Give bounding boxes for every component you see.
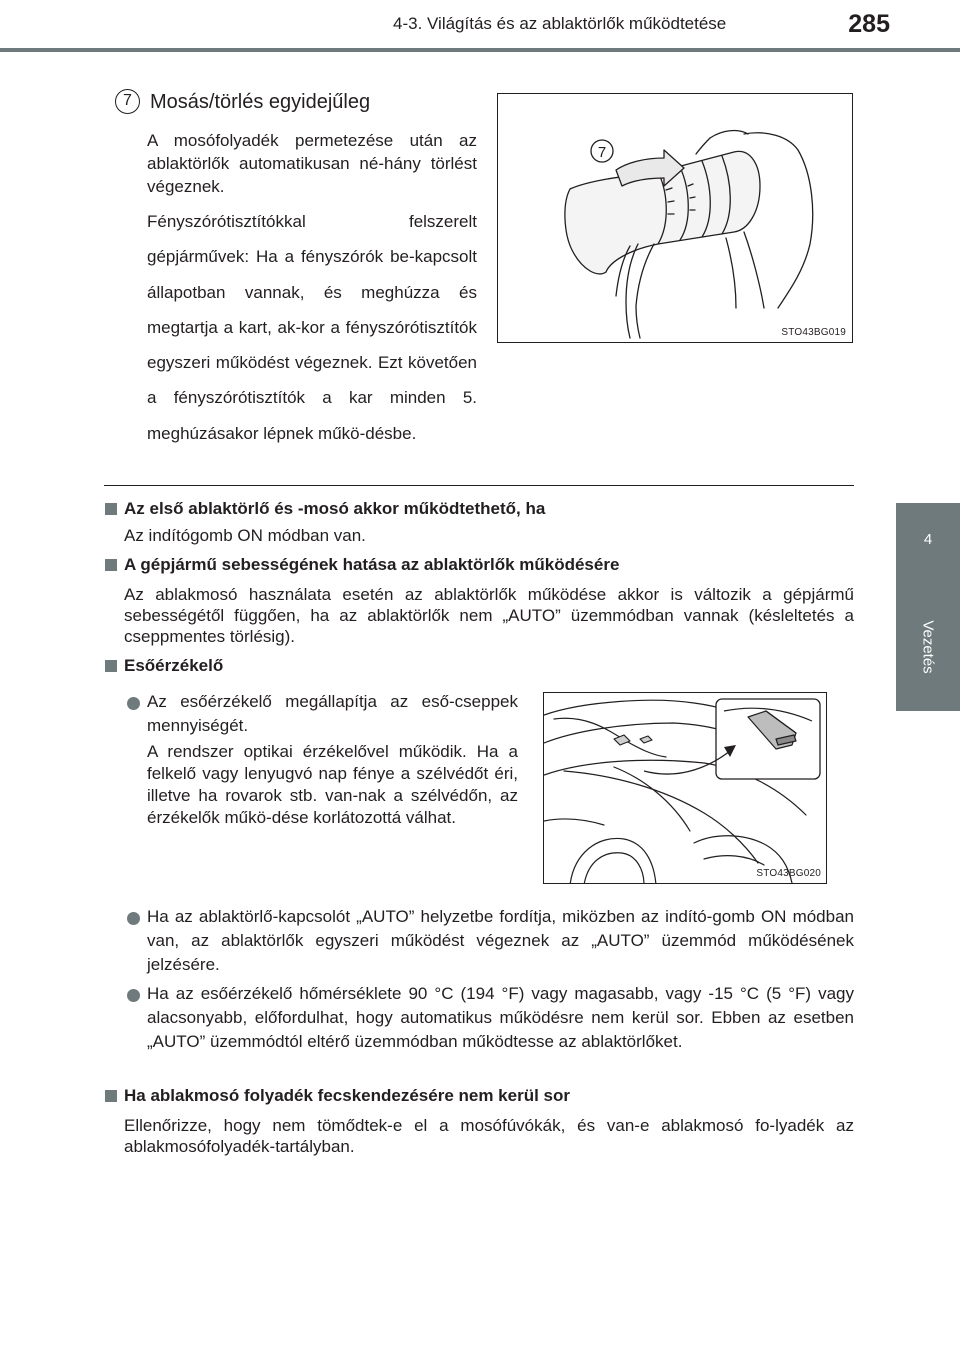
page-number: 285 (848, 10, 890, 38)
step-number-badge: 7 (115, 89, 140, 114)
section-marker-square (105, 660, 117, 672)
bullet-dot (127, 912, 140, 925)
step-paragraph-1: A mosófolyadék permetezése után az ablaktörlők automatikusan né-hány törlést végeznek. (147, 131, 477, 196)
section-marker-square (105, 1090, 117, 1102)
bullet-text: Ha az ablaktörlő-kapcsolót „AUTO” helyzetbe fordítja, miközben az indító-gomb ON módban van, az ablaktörlők egyszeri működést végeznek az „AUTO” üzemmód működésének jelzésére. (147, 907, 854, 974)
section-divider (104, 485, 854, 486)
section-heading: Az első ablaktörlő és -mosó akkor működtethető, ha (124, 499, 546, 518)
section-marker-square (105, 559, 117, 571)
bullet-text: Ha az esőérzékelő hőmérséklete 90 °C (194 °F) vagy magasabb, vagy -15 °C (5 °F) vagy alacsonyabb, előfordulhat, hogy automatikus működésre nem kerül sor. Ebben az esetben „AUTO” üzemmódtól eltérő üzemmódban működtesse az ablaktörlőket. (147, 984, 854, 1051)
section-text: Az ablakmosó használata esetén az ablaktörlők működése akkor is változik a gépjármű sebességétől függően, ha az ablaktörlők nem „AUTO” üzemmódban vannak (késleltetés a cseppmentes törlésig). (124, 585, 854, 646)
step-heading: Mosás/törlés egyidejűleg (150, 91, 371, 113)
chapter-tab-number: 4 (923, 531, 933, 548)
wiper-lever-drawing (498, 94, 853, 343)
section-heading: Ha ablakmosó folyadék fecskendezésére nem kerül sor (124, 1086, 570, 1105)
section-text: Az indítógomb ON módban van. (124, 526, 366, 545)
bullet-dot (127, 697, 140, 710)
rain-sensor-drawing (544, 693, 827, 884)
section-heading: Esőérzékelő (124, 656, 224, 675)
figure-code: STO43BG019 (781, 327, 846, 338)
running-header-title: 4-3. Világítás és az ablaktörlők működtetése (393, 14, 727, 33)
header-rule (0, 48, 960, 52)
step-paragraph-2: Fényszórótisztítókkal felszerelt gépjárművek: Ha a fényszórók be-kapcsolt állapotban vannak, és meghúzza és megtartja a kart, ak-kor a fényszórótisztítók egyszeri működést végeznek. Ezt követően a fényszórótisztítók a kar minden 5. meghúzásakor lépnek műkö-désbe. (147, 212, 477, 443)
figure-code: STO43BG020 (756, 868, 821, 879)
section-marker-square (105, 503, 117, 515)
chapter-tab-label: Vezetés (919, 620, 937, 674)
section-text: Ellenőrizze, hogy nem tömődtek-e el a mosófúvókák, és van-e ablakmosó fo-lyadék az ablakmosófolyadék-tartályban. (124, 1116, 854, 1156)
bullet-dot (127, 989, 140, 1002)
bullet-subtext: A rendszer optikai érzékelővel működik. Ha a felkelő vagy lenyugvó nap fénye a szélvédőt éri, illetve ha rovarok stb. van-nak a szélvédőn, az érzékelők műkö-dése korlátozottá válhat. (147, 742, 518, 827)
bullet-text: Az esőérzékelő megállapítja az eső-cseppek mennyiségét. (147, 692, 518, 735)
rain-sensor-illustration (543, 692, 827, 884)
chapter-tab (896, 503, 960, 711)
section-heading: A gépjármű sebességének hatása az ablaktörlők működésére (124, 555, 620, 574)
figure-callout-number: 7 (597, 144, 607, 161)
wiper-lever-illustration (497, 93, 853, 343)
chapter-tab-label-box (906, 607, 950, 687)
